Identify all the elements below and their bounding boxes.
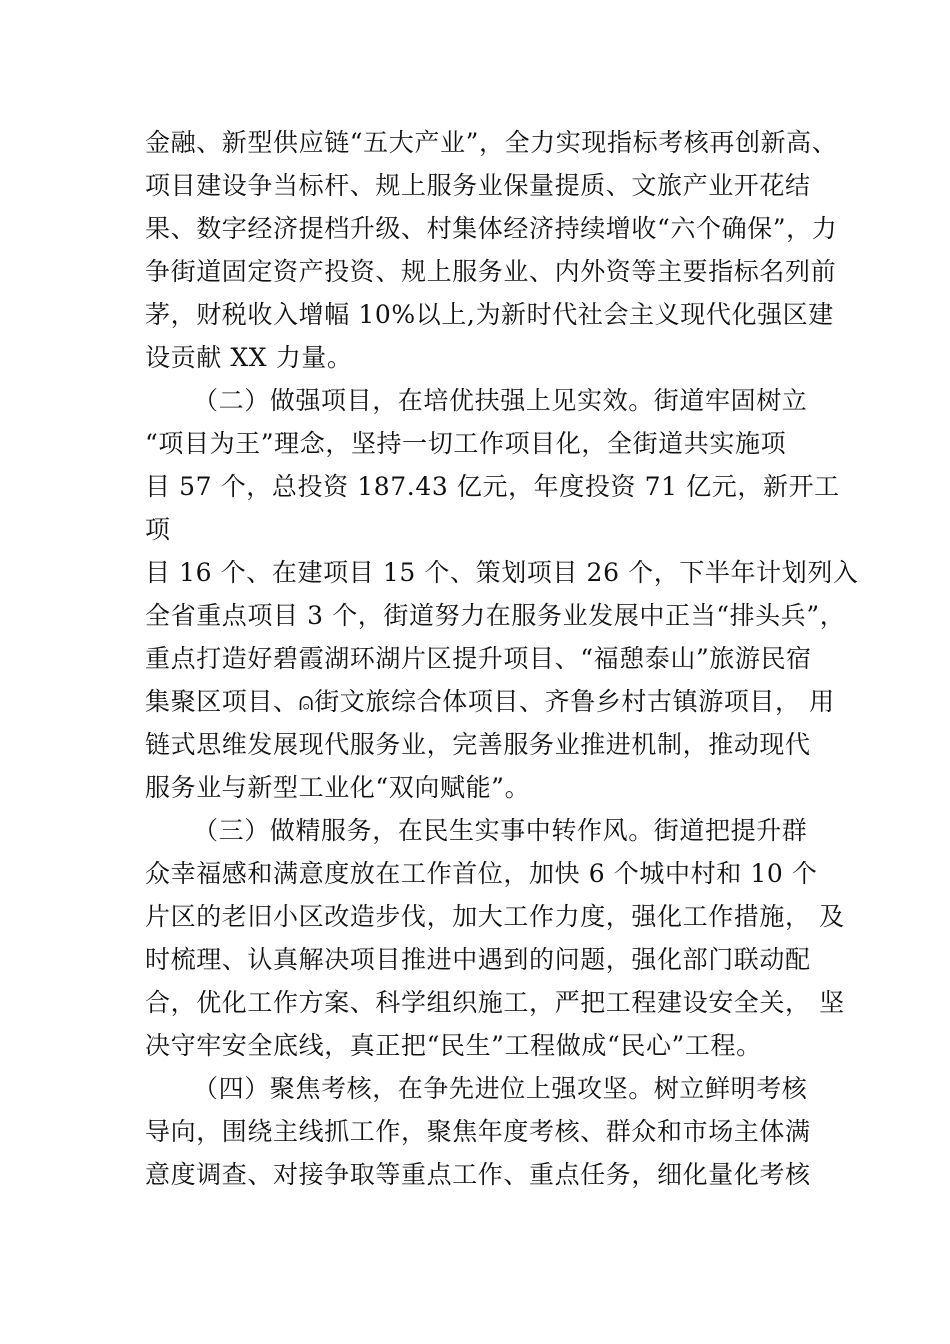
text-line: 合，优化工作方案、科学组织施工，严把工程建设安全关， 坚 [145, 988, 845, 1017]
text-line: 时梳理、认真解决项目推进中遇到的问题，强化部门联动配 [145, 945, 811, 974]
text-line: 众幸福感和满意度放在工作首位，加快 6 个城中村和 10 个 [145, 859, 818, 888]
text-line: 决守牢安全底线，真正把“民生”工程做成“民心”工程。 [145, 1031, 762, 1060]
paragraph-4-start: （四）聚焦考核，在争先进位上强攻坚。树立鲜明考核 [193, 1074, 808, 1103]
text-line: 导向，围绕主线抓工作，聚焦年度考核、群众和市场主体满 [145, 1117, 811, 1146]
text-line: 争街道固定资产投资、规上服务业、内外资等主要指标名列前 [145, 257, 837, 286]
paragraph-2-start: （二）做强项目，在培优扶强上见实效。街道牢固树立 [193, 386, 808, 415]
text-line: “项目为王”理念，坚持一切工作项目化，全街道共实施项 [145, 429, 787, 458]
text-line: 服务业与新型工业化“双向赋能”。 [145, 773, 531, 802]
text-line: 重点打造好碧霞湖环湖片区提升项目、“福憩泰山”旅游民宿 [145, 644, 812, 673]
paragraph-3-start: （三）做精服务，在民生实事中转作风。街道把提升群 [193, 816, 808, 845]
text-line: 意度调查、对接争取等重点工作、重点任务，细化量化考核 [145, 1160, 811, 1189]
text-line: 金融、新型供应链“五大产业”，全力实现指标考核再创新高、 [145, 128, 838, 157]
text-line: 项目建设争当标杆、规上服务业保量提质、文旅产业开花结 [145, 171, 811, 200]
text-line: 果、数字经济提档升级、村集体经济持续增收“六个确保”，力 [145, 214, 838, 243]
text-line: 目 16 个、在建项目 15 个、策划项目 26 个，下半年计划列入 [145, 558, 859, 587]
text-line: 目 57 个，总投资 187.43 亿元，年度投资 71 亿元，新开工 [145, 472, 840, 501]
text-line: 集聚区项目、⍝街文旅综合体项目、齐鲁乡村古镇游项目， 用 [145, 687, 835, 716]
text-line: 设贡献 XX 力量。 [145, 343, 353, 372]
text-line: 全省重点项目 3 个，街道努力在服务业发展中正当“排头兵”， [145, 601, 846, 630]
text-line: 链式思维发展现代服务业，完善服务业推进机制，推动现代 [145, 730, 811, 759]
text-line: 片区的老旧小区改造步伐，加大工作力度，强化工作措施， 及 [145, 902, 845, 931]
text-line: 茅，财税收入增幅 10%以上,为新时代社会主义现代化强区建 [145, 300, 834, 329]
text-line: 项 [145, 515, 171, 544]
